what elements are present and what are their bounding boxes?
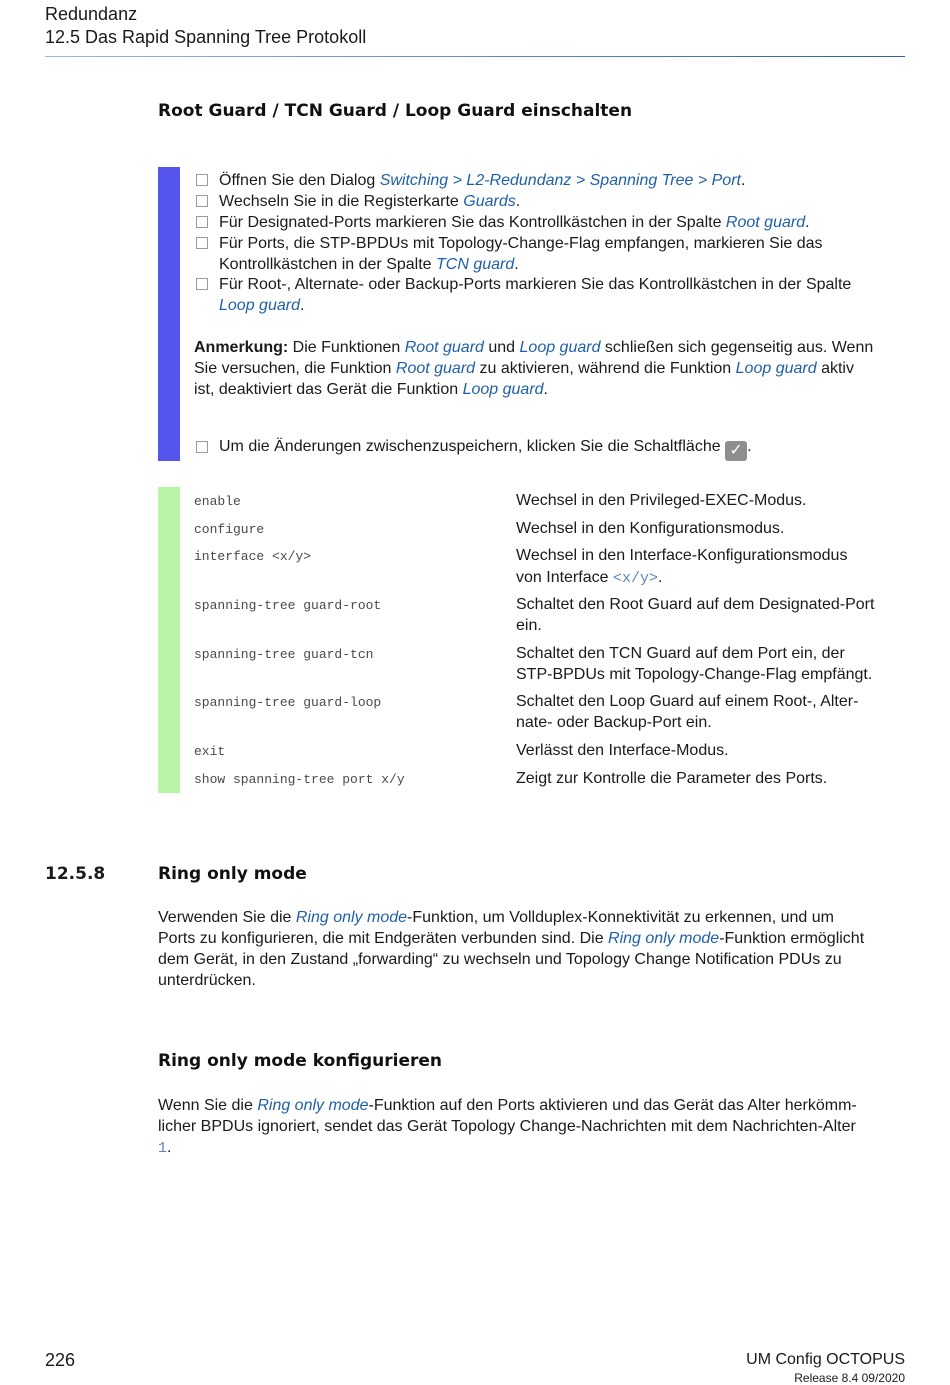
step-tcn-guard-line1: Für Ports, die STP-BPDUs mit Topology-Change-Flag empfangen, markieren Sie das [219, 235, 823, 252]
step-checkbox-icon [196, 174, 208, 186]
header-rule [45, 56, 905, 57]
gui-instructions-bar [158, 167, 180, 461]
cli-description: Zeigt zur Kontrolle die Parameter des Ports. [516, 770, 828, 787]
cli-description: STP-BPDUs mit Topology-Change-Flag empfängt. [516, 666, 873, 683]
note-label: Anmerkung: [194, 339, 289, 356]
cli-command: exit [194, 744, 226, 759]
menu-path-link[interactable]: Switching > L2-Redundanz > Spanning Tree > Port [379, 172, 741, 189]
ring-only-mode-link[interactable]: Ring only mode [295, 909, 408, 926]
loop-guard-link[interactable]: Loop guard [462, 381, 544, 398]
message-age-value: 1 [158, 1140, 168, 1157]
root-guard-link[interactable]: Root guard [404, 339, 484, 356]
step-root-guard: Für Designated-Ports markieren Sie das Kontrollkästchen in der Spalte Root guard. [219, 214, 810, 231]
ring-config-line: licher BPDUs ignoriert, sendet das Gerät Topology Change-Nachrichten mit dem Nachrichten-Alter [158, 1118, 856, 1135]
cli-description: ein. [516, 617, 542, 634]
tcn-guard-link[interactable]: TCN guard [436, 256, 515, 273]
note-line-2: Sie versuchen, die Funktion Root guard zu aktivieren, während die Funktion Loop guard aktiv [194, 360, 854, 377]
ring-config-line: 1. [158, 1139, 172, 1157]
loop-guard-link[interactable]: Loop guard [519, 339, 601, 356]
running-header-chapter: Redundanz [45, 4, 138, 24]
cli-instructions-bar [158, 487, 180, 793]
step-tcn-guard-line2: Kontrollkästchen in der Spalte TCN guard. [219, 256, 519, 273]
document-name: UM Config OCTOPUS [746, 1351, 905, 1368]
note-line-3: ist, deaktiviert das Gerät die Funktion Loop guard. [194, 381, 548, 398]
interface-placeholder: <x/y> [612, 570, 658, 587]
guard-section-title: Root Guard / TCN Guard / Loop Guard einschalten [158, 101, 633, 121]
page-number: 226 [45, 1350, 76, 1370]
guards-tab-link[interactable]: Guards [463, 193, 516, 210]
cli-command: configure [194, 522, 265, 537]
step-loop-guard-line1: Für Root-, Alternate- oder Backup-Ports markieren Sie das Kontrollkästchen in der Spalte [219, 276, 852, 293]
ring-paragraph-line: unterdrücken. [158, 972, 256, 989]
ring-only-mode-link[interactable]: Ring only mode [608, 930, 720, 947]
step-checkbox-icon [196, 216, 208, 228]
loop-guard-link[interactable]: Loop guard [735, 360, 817, 377]
loop-guard-link[interactable]: Loop guard [219, 297, 300, 314]
step-save: Um die Änderungen zwischenzuspeichern, klicken Sie die Schaltfläche ✓ . [219, 438, 752, 459]
step-checkbox-icon [196, 441, 208, 453]
save-check-icon[interactable]: ✓ [725, 441, 747, 461]
step-open-dialog: Öffnen Sie den Dialog Switching > L2-Redundanz > Spanning Tree > Port. [219, 172, 746, 189]
ring-config-title: Ring only mode konfigurieren [158, 1051, 442, 1071]
cli-description: von Interface <x/y>. [516, 569, 663, 587]
root-guard-link[interactable]: Root guard [395, 360, 476, 377]
cli-command: show spanning-tree port x/y [194, 772, 405, 787]
step-select-tab: Wechseln Sie in die Registerkarte Guards. [219, 193, 521, 210]
cli-description: Wechsel in den Privileged-EXEC-Modus. [516, 492, 807, 509]
step-loop-guard-line2: Loop guard. [219, 297, 305, 314]
step-checkbox-icon [196, 278, 208, 290]
ring-paragraph-line: Ports zu konfigurieren, die mit Endgeräten verbunden sind. Die Ring only mode-Funktion ermöglicht [158, 930, 865, 947]
cli-description: nate- oder Backup-Port ein. [516, 714, 712, 731]
note-line-1: Anmerkung: Die Funktionen Root guard und Loop guard schließen sich gegenseitig aus. Wenn [194, 339, 874, 356]
root-guard-link[interactable]: Root guard [725, 214, 806, 231]
cli-command: spanning-tree guard-tcn [194, 647, 374, 662]
cli-command: enable [194, 494, 241, 509]
ring-section-title: Ring only mode [158, 864, 307, 884]
release-info: Release 8.4 09/2020 [794, 1371, 905, 1385]
step-checkbox-icon [196, 195, 208, 207]
ring-config-line: Wenn Sie die Ring only mode-Funktion auf den Ports aktivieren und das Gerät das Alter herkömm- [158, 1097, 857, 1114]
ring-only-mode-link[interactable]: Ring only mode [257, 1097, 369, 1114]
cli-description: Verlässt den Interface-Modus. [516, 742, 729, 759]
section-number: 12.5.8 [45, 864, 106, 884]
running-header-section: 12.5 Das Rapid Spanning Tree Protokoll [45, 27, 367, 47]
cli-command: interface <x/y> [194, 549, 312, 564]
ring-paragraph-line: Verwenden Sie die Ring only mode-Funktion, um Vollduplex-Konnektivität zu erkennen, und um [158, 909, 834, 926]
cli-description: Schaltet den Root Guard auf dem Designated-Port [516, 596, 875, 613]
ring-paragraph-line: dem Gerät, in den Zustand „forwarding“ zu wechseln und Topology Change Notification PDUs zu [158, 951, 842, 968]
cli-description: Wechsel in den Interface-Konfigurationsmodus [516, 547, 848, 564]
cli-command: spanning-tree guard-loop [194, 695, 382, 710]
cli-description: Schaltet den TCN Guard auf dem Port ein, der [516, 645, 845, 662]
step-checkbox-icon [196, 237, 208, 249]
cli-command: spanning-tree guard-root [194, 598, 382, 613]
cli-description: Schaltet den Loop Guard auf einem Root-, Alter- [516, 693, 859, 710]
cli-description: Wechsel in den Konfigurationsmodus. [516, 520, 785, 537]
